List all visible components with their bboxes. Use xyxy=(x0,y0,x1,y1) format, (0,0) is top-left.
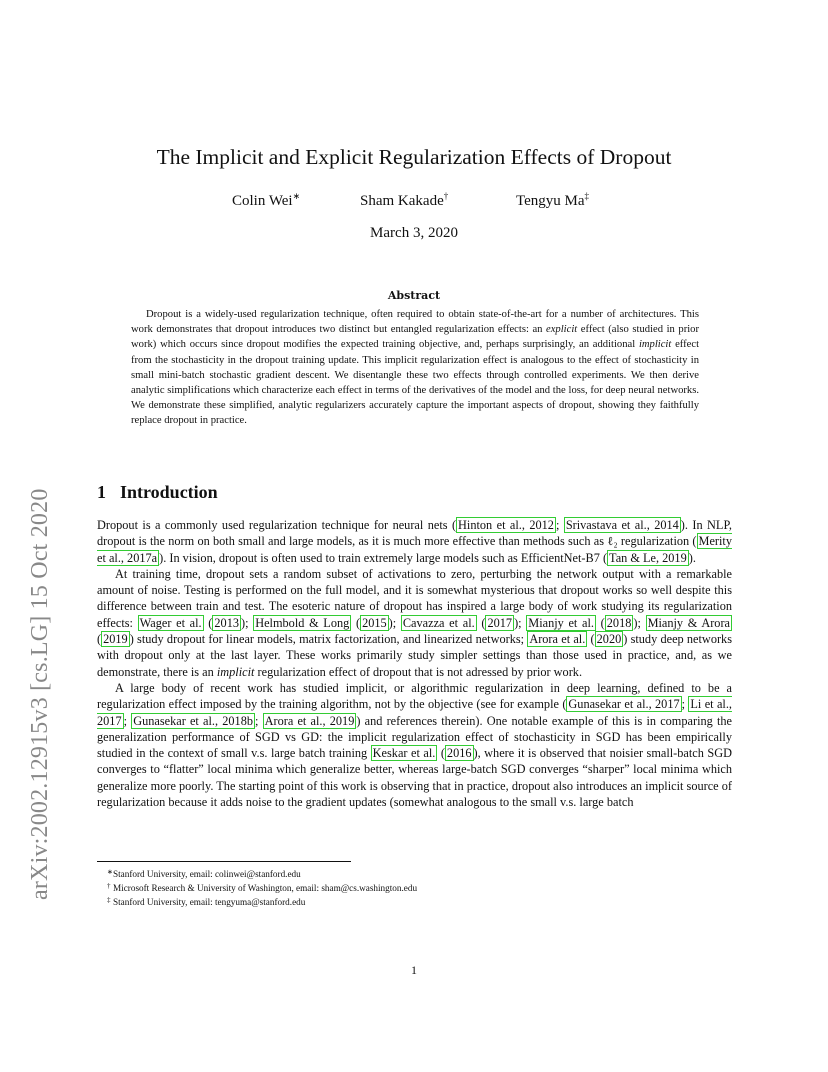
footnote-1: ∗ Stanford University, email: colinwei@stanford.edu xyxy=(107,868,301,879)
citation-link[interactable]: 2016 xyxy=(446,746,472,761)
citation-link[interactable]: Gunasekar et al., 2018b xyxy=(133,713,253,728)
paragraph-text: ). In vision, dropout is often used to train extremely large models such as EfficientNet-B7 ( xyxy=(159,550,608,565)
paragraph-text: ). In NLP, dropout is the norm on both small and large models, as it is much more effective than methods such as ℓ₂ regularization ( xyxy=(97,518,732,549)
citation-link[interactable]: 2015 xyxy=(362,615,387,630)
section-heading: 1 Introduction xyxy=(97,482,218,502)
paper-date: March 3, 2020 xyxy=(370,225,458,241)
paragraph-text: ( xyxy=(595,615,605,630)
paragraph-text: ) study deep networks with dropout only at the last layer. These works primarily study simpler settings than those used in practice, and, as we demonstrate, there is an xyxy=(97,632,732,679)
citation-link[interactable]: Wager et al. xyxy=(139,615,202,630)
paragraph-text: ( xyxy=(476,615,486,630)
main-body xyxy=(97,517,732,810)
paragraph-1 xyxy=(97,517,732,566)
paragraph-text: ; xyxy=(555,518,564,532)
citation-link[interactable]: Cavazza et al. xyxy=(402,615,475,630)
paragraph-text: ( xyxy=(587,632,595,647)
citation-link[interactable]: Gunasekar et al., 2017 xyxy=(568,697,680,712)
footnotes xyxy=(107,867,418,909)
page-number: 1 xyxy=(411,963,417,977)
citation-link[interactable]: Keskar et al. xyxy=(372,746,436,761)
paragraph-text: ); xyxy=(514,615,527,630)
paragraph-text: ; xyxy=(123,713,132,728)
paragraph-text: ), where it is observed that noisier small-batch SGD converges to “flatter” local minima which generalize better, whereas large-batch SGD converges “sharper” local minima which generalize more poorly. The starting point of this work is observing that in practice, dropout also introduces an implicit source of regularization because it adds noise to the gradient updates (somewhat analogous to the small v.s. large batch xyxy=(97,746,732,810)
paper-title: The Implicit and Explicit Regularization Effects of Dropout xyxy=(156,145,672,169)
paragraph-text: regularization effect of dropout that is not adressed by prior work. xyxy=(254,664,583,679)
paragraph-3 xyxy=(97,680,732,810)
citation-link[interactable]: 2013 xyxy=(214,615,239,630)
citation-link[interactable]: 2018 xyxy=(606,615,632,630)
author-2: Sham Kakade† xyxy=(360,191,449,209)
paragraph-text: At training time, dropout sets a random subset of activations to zero, perturbing the network output with a remarkable amount of noise. Testing is performed on the full model, and it is somewhat mysterious that dropout works so well despite this difference between train and test. The esoteric nature of dropout has inspired a large body of work studying its regularization effects: xyxy=(97,566,732,630)
citation-link[interactable]: Tan & Le, 2019 xyxy=(609,550,687,565)
citation-link[interactable]: Merity et al., 2017a xyxy=(97,534,732,565)
author-1: Colin Wei∗ xyxy=(232,191,301,209)
citation-link[interactable]: Arora et al., 2019 xyxy=(264,713,355,728)
citation-link[interactable]: Hinton et al., 2012 xyxy=(458,518,554,532)
paragraph-text: A large body of recent work has studied implicit, or algorithmic regularization in deep learning, defined to be a regularization effect imposed by the training algorithm, not by the objective (see for example ( xyxy=(97,680,732,712)
citation-link[interactable]: Arora et al. xyxy=(529,632,586,647)
paragraph-text: ; xyxy=(255,713,263,728)
paragraph-text: ( xyxy=(203,615,213,630)
footnote-3: ‡ Stanford University, email: tengyuma@stanford.edu xyxy=(107,896,306,907)
paragraph-text: ) and references therein). One notable example of this is in comparing the generalization performance of SGD vs GD: the implicit regularization effect of stochasticity in SGD has been empirically studied in the context of small v.s. large batch training xyxy=(97,713,732,761)
paragraph-text: ) study dropout for linear models, matrix factorization, and linearized networks; xyxy=(129,632,528,647)
emphasis-text: implicit xyxy=(216,664,255,679)
citation-link[interactable]: Helmbold & Long xyxy=(255,615,350,630)
abstract-text: Dropout is a widely-used regularization technique, often required to obtain state-of-the-art for a number of architectures. This work demonstrates that dropout introduces two distinct but entangled regularization effects: an explicit effect (also studied in prior work) which occurs since dropout modifies the expected training objective, and, perhaps surprisingly, an additional implicit effect from the stochasticity in the dropout training update. This implicit regularization effect is analogous to the effect of stochasticity in small mini-batch stochastic gradient descent. We disentangle these two effects through controlled experiments. We then derive analytic simplifications which characterize each effect in terms of the derivatives of the model and the loss, for deep neural networks. We demonstrate these simplified, analytic regularizers accurately capture the important aspects of dropout, showing they faithfully replace dropout in practice. xyxy=(131,309,700,427)
paragraph-text: ( xyxy=(97,632,102,647)
paragraph-text: ( xyxy=(351,615,361,630)
author-3: Tengyu Ma‡ xyxy=(516,191,590,209)
paragraph-text: ( xyxy=(437,746,445,761)
paragraph-text: Dropout is a commonly used regularization technique for neural nets ( xyxy=(97,518,457,532)
citation-link[interactable]: 2019 xyxy=(103,632,128,647)
footnote-rule xyxy=(97,861,351,862)
citation-link[interactable]: Mianjy et al. xyxy=(528,615,594,630)
citation-link[interactable]: Mianjy & Arora xyxy=(647,615,731,630)
paragraph-text: ). xyxy=(688,550,696,565)
paragraph-2 xyxy=(97,566,732,680)
citation-link[interactable]: Li et al., 2017 xyxy=(97,697,732,728)
paragraph-text: ); xyxy=(241,615,254,630)
citation-link[interactable]: 2017 xyxy=(487,615,513,630)
paragraph-text: ); xyxy=(633,615,646,630)
citation-link[interactable]: Srivastava et al., 2014 xyxy=(565,518,679,532)
paragraph-text: ); xyxy=(388,615,401,630)
paragraph-text: ; xyxy=(681,697,689,712)
abstract-heading: Abstract xyxy=(387,289,441,302)
footnote-2: † Microsoft Research & University of Washington, email: sham@cs.washington.edu xyxy=(107,882,418,893)
arxiv-stamp: arXiv:2002.12915v3 [cs.LG] 15 Oct 2020 xyxy=(27,488,53,900)
citation-link[interactable]: 2020 xyxy=(596,632,622,647)
